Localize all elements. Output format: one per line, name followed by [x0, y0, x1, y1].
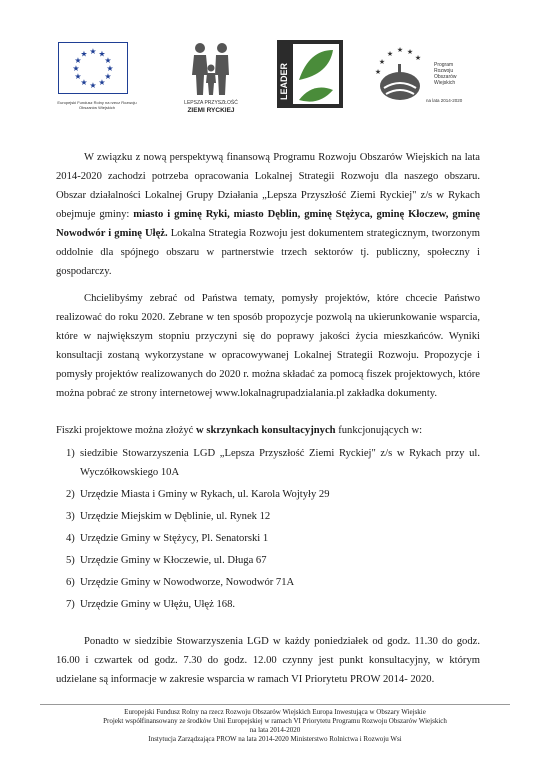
list-number: 2): [66, 489, 75, 500]
list-item: [56, 529, 480, 548]
svg-text:★: ★: [414, 54, 422, 62]
intro-text-continued: Lokalna Strategia Rozwoju jest dokumentem strategicznym, tworzonym oddolnie dla spójnego obszaru w partnerstwie trzech sektorów tj. publiczny, społeczny i gospodarczy.: [56, 228, 480, 277]
list-item: [56, 551, 480, 570]
svg-text:★: ★: [104, 72, 112, 81]
lgd-family-logo: [180, 38, 242, 118]
svg-text:★: ★: [80, 49, 88, 59]
list-item: [56, 485, 480, 504]
list-number: 7): [66, 599, 75, 610]
locations-list: [56, 444, 480, 614]
list-number: 3): [66, 511, 75, 522]
list-number: 1): [66, 448, 75, 459]
svg-text:★: ★: [80, 78, 88, 87]
footer-line: Europejski Fundusz Rolny na rzecz Rozwoju Obszarów Wiejskich Europa Inwestująca w Obszary Wiejskie: [124, 708, 426, 716]
intro-gminy-bold: miasto i gminę Ryki, miasto Dęblin, gminę Stężyca, gminę Kłoczew, gminę Nowodwór i gminę Ułęż.: [56, 209, 480, 239]
svg-text:★: ★: [396, 46, 404, 54]
svg-text:★: ★: [106, 64, 114, 73]
list-item-text: Urzędzie Gminy w Stężycy, Pl. Senatorski 1: [80, 533, 269, 544]
list-item: [56, 507, 480, 526]
list-item-text: Urzędzie Miejskim w Dęblinie, ul. Rynek 12: [80, 511, 271, 522]
intro-paragraph: [56, 148, 480, 281]
list-item: [56, 573, 480, 592]
svg-text:★: ★: [89, 81, 97, 90]
svg-text:★: ★: [98, 78, 106, 87]
logo-bar: [0, 38, 550, 118]
list-number: 5): [66, 555, 75, 566]
svg-text:★: ★: [386, 50, 394, 58]
list-item-text: Urzędzie Gminy w Kłoczewie, ul. Długa 67: [80, 555, 267, 566]
list-number: 4): [66, 533, 75, 544]
svg-text:★: ★: [378, 58, 386, 66]
boxes-intro-bold: w skrzynkach konsultacyjnych: [196, 425, 336, 436]
svg-text:★: ★: [104, 56, 112, 65]
list-item-text: siedzibie Stowarzyszenia LGD „Lepsza Przyszłość Ziemi Ryckiej" z/s w Rykach przy ul. Wyczółkowskiego 10A: [80, 448, 480, 478]
svg-text:LEADER: LEADER: [279, 62, 289, 100]
svg-text:LEPSZA PRZYSZŁOŚĆ: LEPSZA PRZYSZŁOŚĆ: [184, 100, 238, 106]
list-item-text: Urzędzie Gminy w Nowodworze, Nowodwór 71A: [80, 577, 295, 588]
leader-logo: [277, 40, 343, 108]
boxes-intro: [56, 421, 480, 440]
list-item: [56, 595, 480, 614]
svg-text:★: ★: [74, 56, 82, 65]
svg-text:Program: Program: [434, 62, 454, 68]
letter-body: [56, 148, 480, 689]
boxes-intro-text: Fiszki projektowe można złożyć: [56, 425, 197, 436]
svg-text:★: ★: [74, 72, 82, 81]
footer: [0, 708, 550, 744]
list-number: 6): [66, 577, 75, 588]
svg-text:Wiejskich: Wiejskich: [434, 80, 456, 86]
prow-logo: [370, 44, 470, 108]
footer-line: Instytucja Zarządzająca PROW na lata 2014-2020 Ministerstwo Rolnictwa i Rozwoju Wsi: [148, 735, 402, 743]
svg-text:★: ★: [72, 64, 80, 73]
list-item: [56, 444, 480, 482]
svg-text:★: ★: [89, 47, 97, 56]
footer-line: na lata 2014-2020: [249, 726, 301, 734]
svg-text:ZIEMI RYCKIEJ: ZIEMI RYCKIEJ: [187, 107, 235, 114]
list-item-text: Urzędzie Miasta i Gminy w Rykach, ul. Karola Wojtyły 29: [80, 489, 330, 500]
eu-flag-logo: [58, 42, 128, 94]
svg-text:★: ★: [98, 49, 106, 59]
footer-line: Projekt współfinansowany ze środków Unii Europejskiej w ramach VI Priorytetu Programu Rozwoju Obszarów Wiejskich: [103, 717, 447, 725]
intro-text: W związku z nową perspektywą finansową Programu Rozwoju Obszarów Wiejskich na lata 2014-2020 zachodzi potrzeba opracowania Lokalnej Strategii Rozwoju dla naszego obszaru. Obszar działalności Lokalnej Grupy Działania „Lepsza Przyszłość Ziemi Ryckiej" z/s w Rykach obejmuje gminy:: [56, 152, 480, 220]
svg-text:na lata 2014-2020: na lata 2014-2020: [426, 98, 463, 103]
svg-text:★: ★: [406, 48, 414, 56]
consultation-hours-paragraph: Ponadto w siedzibie Stowarzyszenia LGD w każdy poniedziałek od godz. 11.30 do godz. 16.00 i czwartek od godz. 7.30 do godz. 12.00 czynny jest punkt konsultacyjny, w którym udzielane są informacje w zakresie wsparcia w ramach VI Priorytetu PROW 2014- 2020.: [56, 636, 480, 685]
eu-logo-caption: Europejski Fundusz Rolny na rzecz Rozwoju Obszarów Wiejskich: [57, 100, 137, 110]
boxes-intro-text-end: funkcjonujących w:: [335, 425, 423, 436]
footer-divider: [40, 704, 510, 705]
consultation-paragraph: Chcielibyśmy zebrać od Państwa tematy, pomysły projektów, które chcecie Państwo realizować do roku 2020. Zebrane w ten sposób propozycje pozwolą na ukierunkowanie wsparcia, które w największym stopniu przyczyni się do poprawy jakości życia mieszkańców. Wyniki konsultacji zostaną wykorzystane w opracowywanej Lokalnej Strategii Rozwoju. Propozycje i pomysły projektów realizowanych do 2020 r. można składać za pomocą fiszek projektowych, które można pobrać ze strony internetowej www.lokalnagrupadzialania.pl zakładka dokumenty.: [56, 293, 480, 399]
svg-text:★: ★: [374, 68, 382, 76]
list-item-text: Urzędzie Gminy w Ułężu, Ułęż 168.: [80, 599, 236, 610]
svg-text:Obszarów: Obszarów: [434, 74, 457, 80]
svg-text:Rozwoju: Rozwoju: [434, 68, 454, 74]
